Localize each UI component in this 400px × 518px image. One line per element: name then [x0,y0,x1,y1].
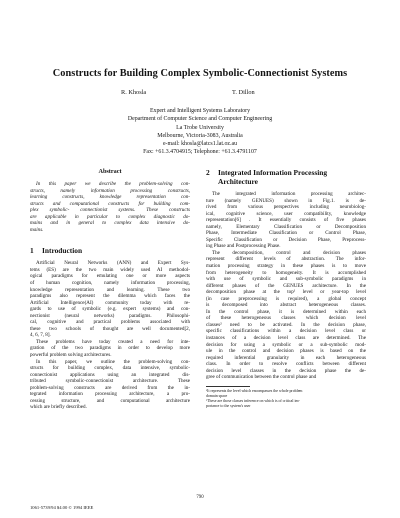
text-line: represent different levels of abstraction. The infor- [206,256,366,263]
text-line: decision for using a symbolic or a sub-symbolic mod- [206,341,366,348]
footnote-rule [206,386,250,387]
text-line: from heterogeneity to homogeneity. It is accomplished [206,269,366,276]
text-line: structs and computational constructs for building com- [30,200,190,207]
text-line: paradigms also represent the dilemma which faces the [30,293,190,300]
footnote-line: ²These are those classes inference on which is of critical im- [206,398,300,403]
footnote-line: ¹It represents the level which encompasses the whole problem [206,388,303,393]
text-line: classes² need to be activated. In the decision phase, [206,321,366,328]
section-title: Integrated Information Processing [218,168,328,177]
text-line: problem-solving constructs are derived from the in- [30,384,190,391]
text-line: Phase, Intermediate Classification or Control Phase, [206,230,366,237]
paragraph [206,191,366,250]
text-line: These problems have today created a need for inte- [36,338,190,345]
paragraph [206,250,366,381]
text-line: mation processing strategy in these phases is to move [206,263,366,270]
text-line: tems (ES) are the two main widely used AI methodol- [30,266,190,273]
text-line: 4, 6, 7, 8]. [30,332,51,339]
text-line: rived from various perspectives including neurobiolog- [206,204,366,211]
section-heading [206,168,366,177]
section-number: 2 [206,168,210,177]
text-line: In this paper we describe the problem-solving con- [36,181,190,187]
section-heading [206,177,366,186]
abstract-body [30,181,190,233]
text-line: instances of a decision level class are determined. The [206,335,366,342]
text-line: specific classifications within a decision level class or [206,328,366,335]
paragraph [30,339,190,359]
affiliation-email: e-mail: khosla@latcs1.lat.oz.au [162,141,238,148]
text-line: of these heterogeneous classes which decision level [206,315,366,322]
author-name: R. Khosla [121,89,147,96]
text-line: structs, namely information processing constructs, [30,187,190,194]
page-number: 790 [196,495,204,500]
right-column [206,168,366,409]
text-line: are applicable in particular to complex diagnostic do- [30,213,190,220]
text-line: Artificial Neural Networks (ANN) and Expert Sys- [36,260,190,267]
text-line: namely, Elementary Classification or Decomposition [206,223,366,230]
text-line: plex symbolic- connectionist systems. These constructs [30,207,190,214]
text-line: The decomposition, control and decision phases [212,249,366,256]
text-line: representation[6] . It essentially consists of five phases [206,217,366,224]
text-line: ical, cognitive science, user compatibility, knowledge [206,210,366,217]
paper-title: Constructs for Building Complex Symbolic-Connectionist Systems [52,68,348,79]
affiliation-city: Melbourne, Victoria-3083, Australia [157,132,243,139]
section-heading [30,246,190,255]
text-line: cal, cognitive and practical problems associated with [30,319,190,326]
text-line: Artificial Intelligence(AI) community today with re- [30,299,190,306]
text-line: The integrated information processing architec- [212,191,366,197]
text-line: ogical paradigms for emulating one or more aspects [30,273,190,280]
affiliation-phone-fax: Fax: +61.3.4704915; Telephone: +61.3.4791107 [143,149,257,156]
affiliation-lab: Expert and Intelligent Systems Laboratory [149,108,251,114]
text-line: required inferential granularity in each heterogeneous [206,354,366,361]
left-column [30,168,190,411]
text-line: In this paper, we outline the problem-solving con- [36,358,190,365]
text-line: gards to use of symbolic (e.g. expert systems) and con- [30,306,190,313]
text-line: decision level classes in the decision phase the de- [206,367,366,374]
section-number: 1 [30,246,34,256]
text-line: mains and in general to complex data intensive do- [30,220,190,227]
text-line: knowledge representation and learning. These two [30,286,190,293]
text-line: ing Phase and Postprocessing Phase. [206,243,281,250]
text-line: gree of communication between the control phase and [206,374,317,381]
footnote-line: portance to the system's user [206,403,251,408]
text-line: In the control phase, it is determined within each [206,308,366,315]
text-line: powerful problem solving architectures. [30,352,112,359]
text-line: is decomposed into abstract heterogeneous classes. [206,302,366,309]
footnote [206,389,366,399]
text-line: class. In order to resolve conflicts between different [206,361,366,368]
text-line: decomposition phase at the top¹ level or year-top level [206,289,366,296]
text-line: Specific Classification or Decision Phase, Preprocess- [206,236,366,243]
text-line: cessing structure, and computational architecture [30,397,190,404]
text-line: tributed symbolic-connectionist architecture. These [30,378,190,385]
paragraph [30,260,190,339]
affiliation-block [0,107,400,157]
text-line: tegrated information processing architecture, a pro- [30,391,190,398]
text-line: connectionist applications using an integrated dis- [30,371,190,378]
section-title-continued: Architecture [218,177,258,186]
text-line: these two schools of thought are well documented[2, [30,325,190,332]
text-line: of human cognition, namely information processing, [30,280,190,287]
section-body [206,191,366,381]
section-title: Introduction [42,246,83,256]
text-line: different phases of the GENUES architecture. In the [206,282,366,289]
copyright-line: 1061-5739/94 $4.00 © 1994 IEEE [30,505,94,510]
author-list [0,89,400,99]
text-line: structs for building complex, data intensive, symbolic- [30,365,190,372]
text-line: nectionist (neural networks) paradigms. Philosophi- [30,312,190,319]
footnotes [206,389,366,409]
abstract-heading: Abstract [98,168,122,175]
text-line: with use of symbolic and sub-symbolic paradigms in [206,276,366,283]
text-line: ture (namely GENUES) shown in Fig.1. is de- [206,197,366,204]
paragraph [30,359,190,411]
text-line: gration of the two paradigms in order to develop more [30,345,190,352]
footnote-line: domain space [206,393,228,398]
text-line: mains. [30,226,44,233]
author-name: T. Dillon [232,89,255,96]
text-line: learning constructs, knowledge representation con- [30,194,190,201]
text-line: which are briefly described. [30,404,87,411]
text-line: (in case preprocessing is required), a global concept [206,295,366,302]
affiliation-department: Department of Computer Science and Computer Engineering [127,116,273,123]
section-body [30,260,190,411]
text-line: ule in the control and decision phases is based on the [206,348,366,355]
affiliation-university: La Trobe University [176,124,224,131]
footnote [206,399,366,409]
